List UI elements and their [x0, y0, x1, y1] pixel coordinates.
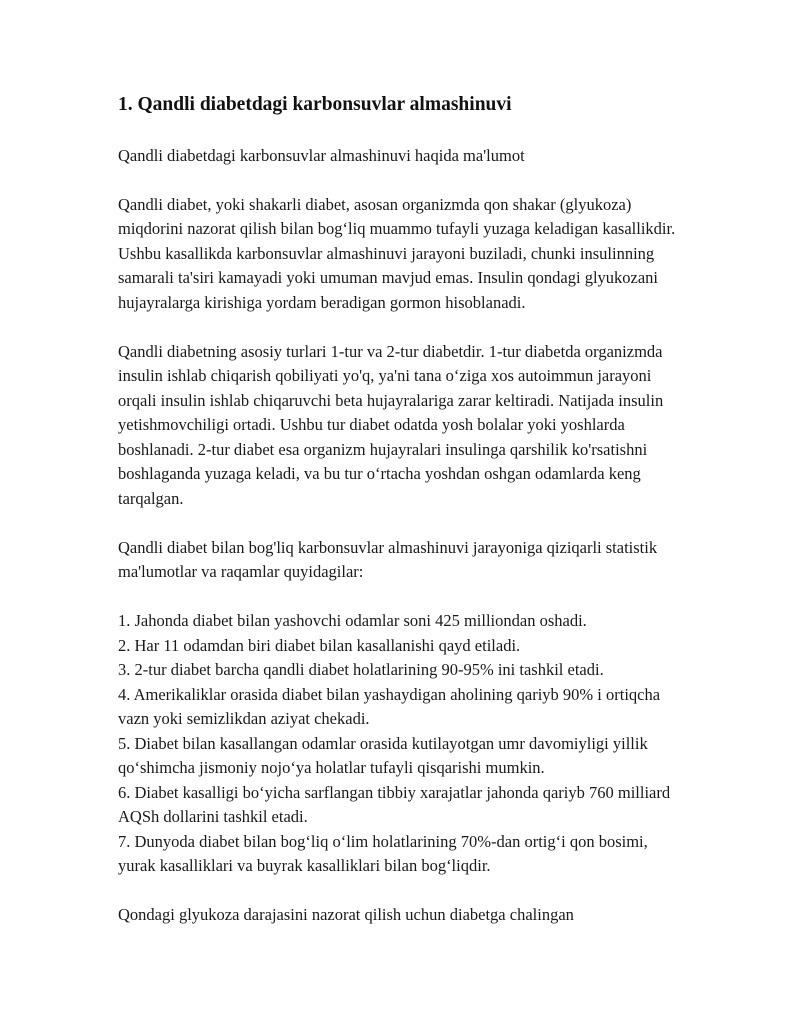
list-item: 5. Diabet bilan kasallangan odamlar orasida kutilayotgan umr davomiyligi yillik qo‘shimcha jismoniy nojo‘ya holatlar tufayli qisqarishi mumkin. — [118, 733, 648, 777]
paragraph-definition: Qandli diabet, yoki shakarli diabet, asosan organizmda qon shakar (glyukoza) miqdorini nazorat qilish bilan bog‘liq muammo tufayli yuzaga keladigan kasallikdir. Ushbu kasallikda karbonsuvlar almashinuvi jarayoni buziladi, chunki insulinning samarali ta'siri kamayadi yoki umuman mavjud emas. Insulin qondagi glyukozani hujayralarga kirishiga yordam beradigan gormon hisoblanadi. — [118, 194, 676, 312]
paragraph-closing: Qondagi glyukoza darajasini nazorat qilish uchun diabetga chalingan — [118, 905, 574, 924]
document-page — [118, 92, 688, 952]
list-item: 3. 2-tur diabet barcha qandli diabet holatlarining 90-95% ini tashkil etadi. — [118, 660, 604, 679]
list-item: 1. Jahonda diabet bilan yashovchi odamlar soni 425 milliondan oshadi. — [118, 611, 587, 630]
statistics-list — [118, 609, 688, 879]
list-item: 4. Amerikaliklar orasida diabet bilan yashaydigan aholining qariyb 90% i ortiqcha vazn yoki semizlikdan aziyat chekadi. — [118, 684, 661, 728]
paragraph-diabetes-types: Qandli diabetning asosiy turlari 1-tur va 2-tur diabetdir. 1-tur diabetda organizmda insulin ishlab chiqarish qobiliyati yo'q, ya'ni tana o‘ziga xos autoimmun jarayoni orqali insulin ishlab chiqaruvchi beta hujayralariga zarar keltiradi. Natijada insulin yetishmovchiligi ortadi. Ushbu tur diabet odatda yosh bolalar yoki yoshlarda boshlanadi. 2-tur diabet esa organizm hujayralari insulinga qarshilik ko'rsatishni boshlaganda yuzaga keladi, va bu tur o‘rtacha yoshdan oshgan odamlarda keng tarqalgan. — [118, 341, 664, 508]
document-title: 1. Qandli diabetdagi karbonsuvlar almashinuvi — [118, 94, 512, 115]
list-item: 2. Har 11 odamdan biri diabet bilan kasallanishi qayd etiladi. — [118, 635, 521, 655]
list-item: 7. Dunyoda diabet bilan bog‘liq o‘lim holatlarining 70%-dan ortig‘i qon bosimi, yurak kasalliklari va buyrak kasalliklari bilan bog‘liqdir. — [118, 831, 648, 875]
list-item: 6. Diabet kasalligi bo‘yicha sarflangan tibbiy xarajatlar jahonda qariyb 760 milliard AQSh dollarini tashkil etadi. — [118, 782, 671, 826]
paragraph-statistics-intro: Qandli diabet bilan bog'liq karbonsuvlar almashinuvi jarayoniga qiziqarli statistik ma'lumotlar va raqamlar quyidagilar: — [118, 537, 658, 581]
intro-line: Qandli diabetdagi karbonsuvlar almashinuvi haqida ma'lumot — [118, 146, 525, 165]
